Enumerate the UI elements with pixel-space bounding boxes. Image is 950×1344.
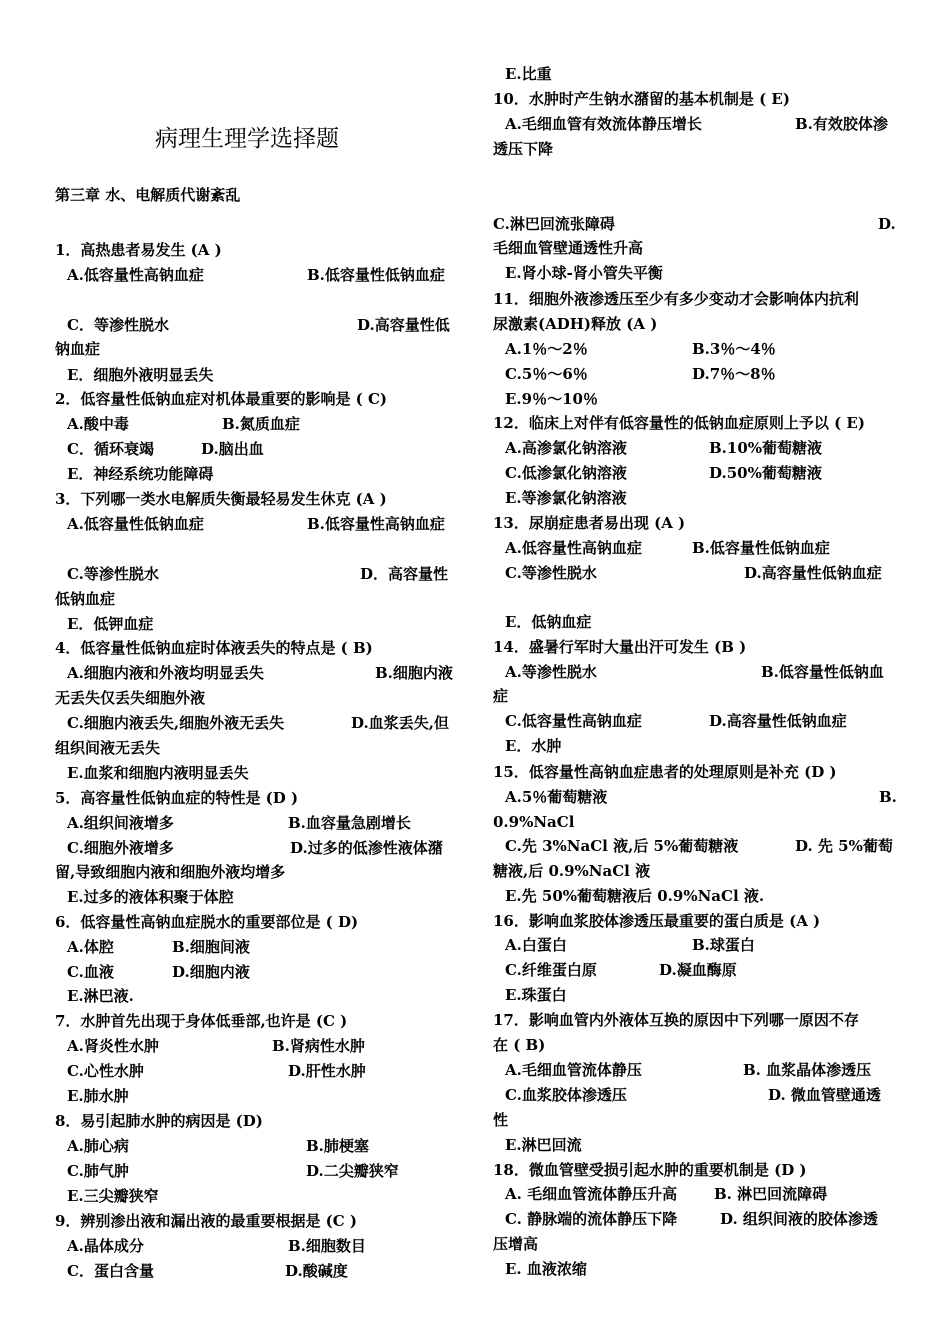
question-text: 9．辨别渗出液和漏出液的最重要根据是 (C ) <box>55 1212 358 1230</box>
question-text: 4．低容量性低钠血症时体液丢失的特点是 ( B) <box>55 639 373 657</box>
option-text: C．蛋白含量 <box>67 1262 154 1280</box>
option-text: D.脑出血 <box>201 440 264 458</box>
option-text: D.二尖瓣狭窄 <box>306 1162 399 1180</box>
option-text: A.毛细血管流体静压 <box>505 1061 642 1079</box>
option-text: B.细胞间液 <box>172 938 250 956</box>
option-text: B. 淋巴回流障碍 <box>714 1185 828 1203</box>
question-text: 18．微血管壁受损引起水肿的重要机制是 (D ) <box>493 1161 807 1179</box>
option-text: D.血浆丢失,但 <box>351 714 449 732</box>
question-text: 16．影响血浆胶体渗透压最重要的蛋白质是 (A ) <box>493 912 821 930</box>
question-text: 12．临床上对伴有低容量性的低钠血症原则上予以 ( E) <box>493 414 865 432</box>
option-text: B.低容量性高钠血症 <box>307 515 445 533</box>
option-text: E.血浆和细胞内液明显丢失 <box>67 764 249 782</box>
option-text: B.氮质血症 <box>222 415 300 433</box>
option-text: C．循环衰竭 <box>67 440 154 458</box>
option-text: D.50%葡萄糖液 <box>709 464 822 482</box>
option-text: C.等渗性脱水 <box>67 565 159 583</box>
option-text: A.高渗氯化钠溶液 <box>505 439 627 457</box>
option-text: 糖液,后 0.9%NaCl 液 <box>493 862 651 880</box>
option-text: D. 组织间液的胶体渗透 <box>720 1210 878 1228</box>
option-text: E．水肿 <box>505 737 562 755</box>
option-text: E．神经系统功能障碍 <box>67 465 214 483</box>
option-text: 在 ( B) <box>493 1036 546 1054</box>
question-text: 14．盛暑行军时大量出汗可发生 (B ) <box>493 638 747 656</box>
option-text: A.晶体成分 <box>67 1237 144 1255</box>
option-text: D.细胞内液 <box>172 963 250 981</box>
option-text: A.5％葡萄糖液 <box>505 788 608 806</box>
option-text: A.肾炎性水肿 <box>67 1037 159 1055</box>
option-text: D.凝血酶原 <box>659 961 737 979</box>
question-text: 8．易引起肺水肿的病因是 (D) <box>55 1112 263 1130</box>
option-text: A.肺心病 <box>67 1137 129 1155</box>
option-text: D．高容量性 <box>360 565 449 583</box>
option-text: C.低渗氯化钠溶液 <box>505 464 627 482</box>
option-text: A.毛细血管有效流体静压增长 <box>505 115 702 133</box>
question-text: 3．下列哪一类水电解质失衡最轻易发生休克 (A ) <box>55 490 387 508</box>
option-text: D. <box>878 215 896 233</box>
option-text: D. 微血管壁通透 <box>768 1086 881 1104</box>
option-text: A. 毛细血管流体静压升高 <box>505 1185 678 1203</box>
option-text: C.先 3%NaCl 液,后 5%葡萄糖液 <box>505 837 739 855</box>
option-text: E．低钾血症 <box>67 615 154 633</box>
question-text: 7．水肿首先出现于身体低垂部,也许是 (C ) <box>55 1012 348 1030</box>
option-text: D.7％～8％ <box>692 365 776 383</box>
option-text: 毛细血管壁通透性升高 <box>493 239 644 257</box>
question-text: 1．高热患者易发生 (A ) <box>55 241 222 259</box>
option-text: B.细胞数目 <box>288 1237 366 1255</box>
option-text: E.比重 <box>505 65 552 83</box>
question-text: 10．水肿时产生钠水潴留的基本机制是 ( E) <box>493 90 790 108</box>
option-text: E.先 50%葡萄糖液后 0.9%NaCl 液. <box>505 887 765 905</box>
option-text: 透压下降 <box>493 140 554 158</box>
option-text: E.淋巴回流 <box>505 1136 582 1154</box>
option-text: B.有效胶体渗 <box>795 115 888 133</box>
option-text: E．细胞外液明显丢失 <box>67 366 214 384</box>
option-text: B.低容量性低钠血症 <box>307 266 445 284</box>
option-text: 留,导致细胞内液和细胞外液均增多 <box>55 863 286 881</box>
question-text: 13．尿崩症患者易出现 (A ) <box>493 514 686 532</box>
chapter-heading: 第三章 水、电解质代谢紊乱 <box>55 186 241 204</box>
option-text: A.低容量性高钠血症 <box>67 266 204 284</box>
option-text: 钠血症 <box>55 340 101 358</box>
option-text: A.等渗性脱水 <box>505 663 597 681</box>
option-text: A.体腔 <box>67 938 114 956</box>
option-text: A.1％～2％ <box>505 340 588 358</box>
option-text: B.低容量性低钠血症 <box>692 539 830 557</box>
option-text: B.球蛋白 <box>692 936 755 954</box>
option-text: 组织间液无丢失 <box>55 739 161 757</box>
option-text: C.心性水肿 <box>67 1062 144 1080</box>
question-text: 6．低容量性高钠血症脱水的重要部位是 ( D) <box>55 913 359 931</box>
question-text: 2．低容量性低钠血症对机体最重要的影响是 ( C) <box>55 390 388 408</box>
option-text: D.高容量性低 <box>357 316 450 334</box>
option-text: C.肺气肿 <box>67 1162 129 1180</box>
option-text: 症 <box>493 687 509 705</box>
option-text: D. 先 5%葡萄 <box>795 837 893 855</box>
option-text: E．低钠血症 <box>505 613 592 631</box>
option-text: B. 血浆晶体渗透压 <box>743 1061 872 1079</box>
option-text: B.低容量性低钠血 <box>761 663 884 681</box>
option-text: E.肺水肿 <box>67 1087 129 1105</box>
option-text: C.5％～6％ <box>505 365 588 383</box>
question-text: 15．低容量性高钠血症患者的处理原则是补充 (D ) <box>493 763 837 781</box>
option-text: E.珠蛋白 <box>505 986 567 1004</box>
option-text: C.等渗性脱水 <box>505 564 597 582</box>
option-text: A.细胞内液和外液均明显丢失 <box>67 664 264 682</box>
option-text: D.高容量性低钠血症 <box>709 712 847 730</box>
option-text: D.过多的低渗性液体潴 <box>290 839 443 857</box>
option-text: 低钠血症 <box>55 590 116 608</box>
option-text: E.三尖瓣狭窄 <box>67 1187 159 1205</box>
option-text: B.细胞内液 <box>375 664 453 682</box>
question-text: 17．影响血管内外液体互换的原因中下列哪一原因不存 <box>493 1011 859 1029</box>
option-text: C.细胞内液丢失,细胞外液无丢失 <box>67 714 285 732</box>
option-text: E. 血液浓缩 <box>505 1260 587 1278</box>
document-title: 病理生理学选择题 <box>155 126 339 152</box>
option-text: B.3％～4％ <box>692 340 776 358</box>
option-text: C.血浆胶体渗透压 <box>505 1086 627 1104</box>
question-text: 5．高容量性低钠血症的特性是 (D ) <box>55 789 299 807</box>
option-text: B. <box>879 788 897 806</box>
option-text: D.肝性水肿 <box>288 1062 366 1080</box>
option-text: E.9％～10％ <box>505 390 598 408</box>
option-text: 无丢失仅丢失细胞外液 <box>55 689 206 707</box>
option-text: B.10%葡萄糖液 <box>709 439 823 457</box>
option-text: B.肾病性水肿 <box>272 1037 365 1055</box>
option-text: 性 <box>493 1111 509 1129</box>
option-text: E.淋巴液. <box>67 987 134 1005</box>
option-text: E.肾小球-肾小管失平衡 <box>505 264 663 282</box>
option-text: 0.9%NaCl <box>493 813 575 831</box>
option-text: A.酸中毒 <box>67 415 129 433</box>
option-text: C.细胞外液增多 <box>67 839 174 857</box>
option-text: C.纤维蛋白原 <box>505 961 597 979</box>
question-text: 11．细胞外液渗透压至少有多少变动才会影响体内抗利 <box>493 290 859 308</box>
option-text: C. 静脉端的流体静压下降 <box>505 1210 678 1228</box>
option-text: D.高容量性低钠血症 <box>744 564 882 582</box>
option-text: C．等渗性脱水 <box>67 316 169 334</box>
option-text: A.低容量性高钠血症 <box>505 539 642 557</box>
option-text: 尿激素(ADH)释放 (A ) <box>493 315 658 333</box>
option-text: D.酸碱度 <box>285 1262 348 1280</box>
option-text: A.白蛋白 <box>505 936 567 954</box>
option-text: C.低容量性高钠血症 <box>505 712 642 730</box>
option-text: E.过多的液体积聚于体腔 <box>67 888 234 906</box>
option-text: A.低容量性低钠血症 <box>67 515 204 533</box>
option-text: B.肺梗塞 <box>306 1137 369 1155</box>
option-text: B.血容量急剧增长 <box>288 814 411 832</box>
option-text: C.淋巴回流张障碍 <box>493 215 615 233</box>
option-text: E.等渗氯化钠溶液 <box>505 489 627 507</box>
option-text: A.组织间液增多 <box>67 814 174 832</box>
option-text: C.血液 <box>67 963 114 981</box>
option-text: 压增高 <box>493 1235 539 1253</box>
